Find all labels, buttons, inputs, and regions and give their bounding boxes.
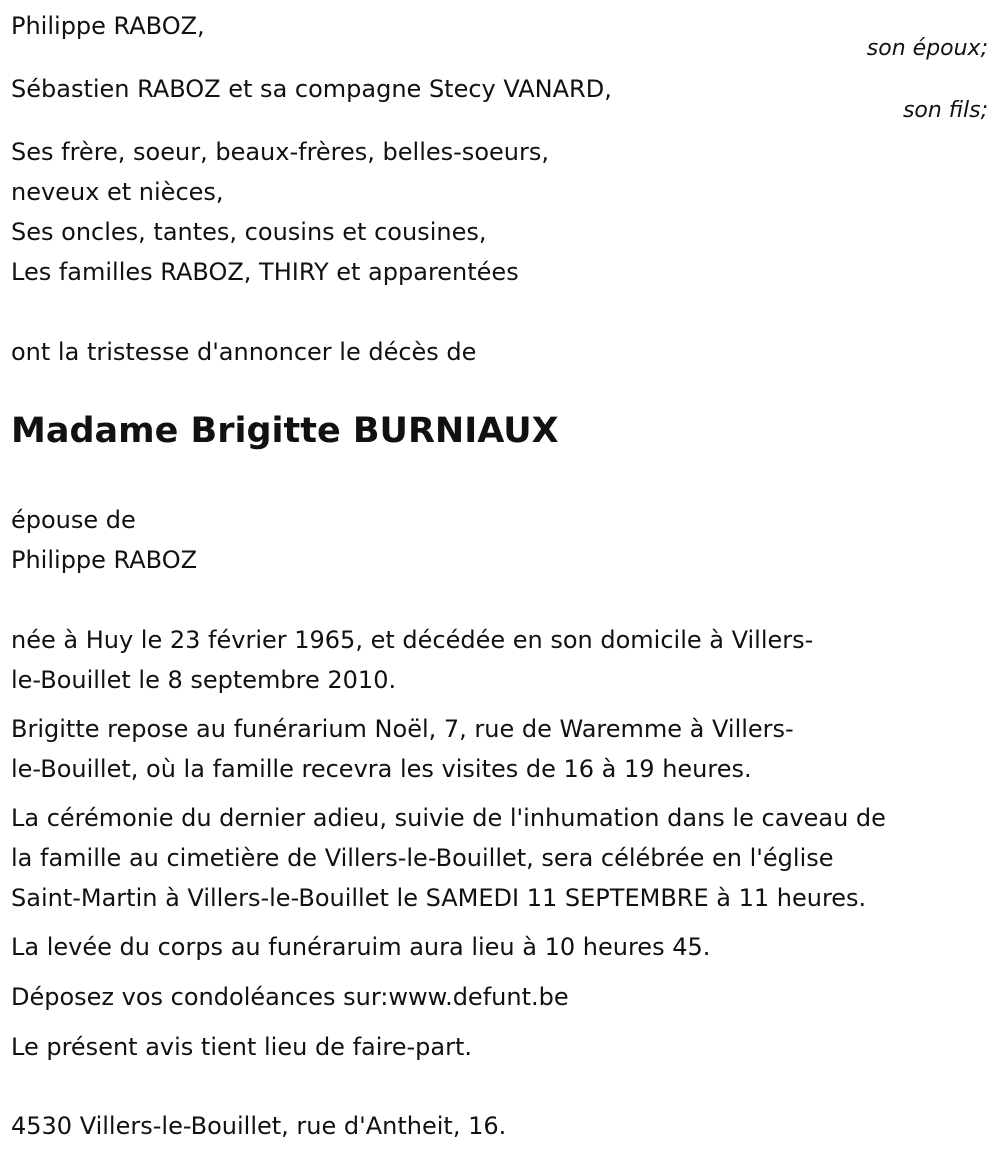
family-member-name: Philippe RABOZ, (11, 12, 205, 40)
spouse-name: Philippe RABOZ (11, 546, 198, 574)
funerarium-line: Brigitte repose au funérarium Noël, 7, rue de Waremme à Villers- (11, 715, 794, 743)
notice-text: Le présent avis tient lieu de faire-part. (11, 1033, 473, 1061)
condolences-text: Déposez vos condoléances sur:www.defunt.be (11, 983, 569, 1011)
relatives-line: Ses frère, soeur, beaux-frères, belles-soeurs, (11, 138, 549, 166)
birth-death-line: née à Huy le 23 février 1965, et décédée en son domicile à Villers- (11, 626, 814, 654)
spouse-label: épouse de (11, 506, 136, 534)
deceased-name: Madame Brigitte BURNIAUX (11, 411, 559, 451)
levee-text: La levée du corps au funéraruim aura lieu à 10 heures 45. (11, 933, 711, 961)
relatives-line: neveux et nièces, (11, 178, 224, 206)
birth-death-line: le-Bouillet le 8 septembre 2010. (11, 666, 397, 694)
address-text: 4530 Villers-le-Bouillet, rue d'Antheit, 16. (11, 1112, 507, 1140)
ceremony-line: La cérémonie du dernier adieu, suivie de l'inhumation dans le caveau de (11, 804, 886, 832)
family-member-role: son fils; (902, 98, 988, 123)
relatives-line: Ses oncles, tantes, cousins et cousines, (11, 218, 487, 246)
relatives-line: Les familles RABOZ, THIRY et apparentées (11, 258, 519, 286)
family-member-name: Sébastien RABOZ et sa compagne Stecy VANARD, (11, 75, 612, 103)
ceremony-line: la famille au cimetière de Villers-le-Bouillet, sera célébrée en l'église (11, 844, 834, 872)
announcement-text: ont la tristesse d'annoncer le décès de (11, 338, 477, 366)
ceremony-line: Saint-Martin à Villers-le-Bouillet le SAMEDI 11 SEPTEMBRE à 11 heures. (11, 884, 867, 912)
funerarium-line: le-Bouillet, où la famille recevra les visites de 16 à 19 heures. (11, 755, 752, 783)
family-member-role: son époux; (866, 36, 988, 61)
